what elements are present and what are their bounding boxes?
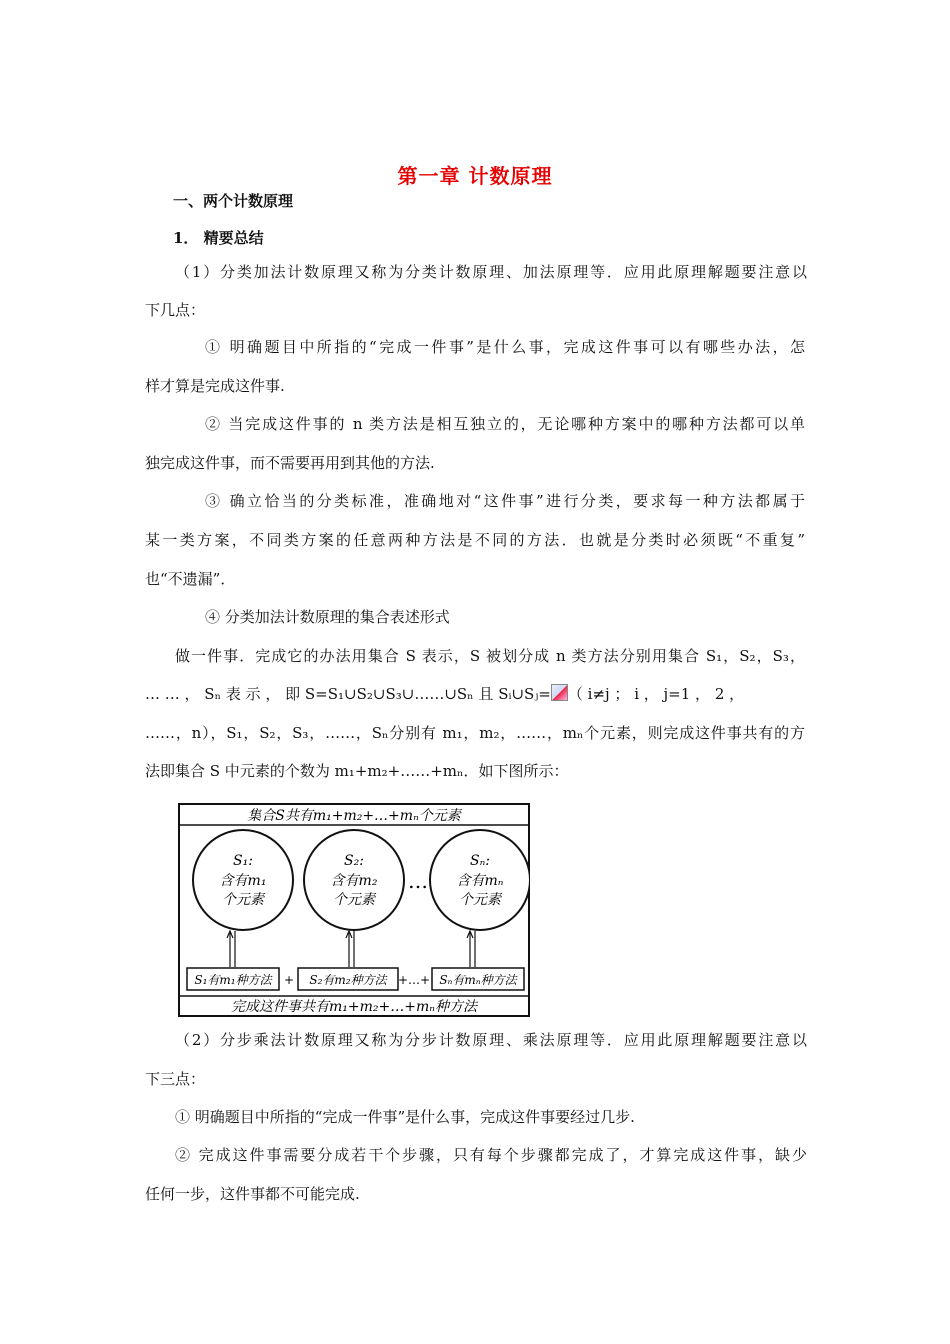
paragraph-line: 独完成这件事，而不需要再用到其他的方法. xyxy=(145,454,435,472)
paragraph-line: ① 明确题目中所指的“完成一件事”是什么事，完成这件事要经过几步. xyxy=(175,1108,635,1126)
set-diagram xyxy=(178,803,530,1017)
paragraph-line: ④ 分类加法计数原理的集合表述形式 xyxy=(205,608,450,626)
circle-n-name: Sₙ: xyxy=(470,853,490,869)
circle-1-line: 含有m₁ xyxy=(219,873,267,889)
plus-sign: + xyxy=(283,973,295,987)
paragraph-line: （1）分类加法计数原理又称为分类计数原理、加法原理等．应用此原理解题要注意以 xyxy=(175,263,807,281)
method-box-1-label: S₁有m₁种方法 xyxy=(194,973,272,987)
circle-1-name: S₁: xyxy=(233,853,253,869)
formula-text: … … ， Sₙ 表 示 ， 即 S=S₁∪S₂∪S₃∪……∪Sₙ 且 Sᵢ∪Sⱼ= xyxy=(145,685,551,703)
diagram-bottom-label: 完成这件事共有m₁+m₂+…+mₙ种方法 xyxy=(231,999,477,1015)
paragraph-line: 样才算是完成这件事. xyxy=(145,377,285,395)
paragraph-line: 也“不遗漏”． xyxy=(145,570,236,588)
circle-n-line: 含有mₙ xyxy=(456,873,504,889)
diagram-top-label: 集合S共有m₁+m₂+…+mₙ个元素 xyxy=(247,808,461,824)
circle-1-line: 个元素 xyxy=(222,892,264,908)
chapter-title: 第一章 计数原理 xyxy=(397,164,553,188)
method-box-2-label: S₂有m₂种方法 xyxy=(309,973,387,987)
formula-text: （ i≠j ； i ， j=1 ， 2 ， xyxy=(567,685,745,703)
paragraph-line: ③ 确立恰当的分类标准，准确地对“这件事”进行分类，要求每一种方法都属于 xyxy=(205,492,805,510)
plus-ellipsis: +…+ xyxy=(397,973,431,987)
paragraph-line: 做一件事．完成它的办法用集合 S 表示，S 被划分成 n 类方法分别用集合 S₁，S₂，S₃， xyxy=(175,647,805,665)
circle-2-line: 含有m₂ xyxy=(330,873,378,889)
paragraph-line: ② 当完成这件事的 n 类方法是相互独立的，无论哪种方案中的哪种方法都可以单 xyxy=(205,415,805,433)
paragraph-line: 某一类方案，不同类方案的任意两种方法是不同的方法．也就是分类时必须既“不重复” xyxy=(145,531,805,549)
paragraph-line: ② 完成这件事需要分成若干个步骤，只有每个步骤都完成了，才算完成这件事，缺少 xyxy=(175,1146,807,1164)
subsection-heading: 1． 精要总结 xyxy=(173,229,264,247)
paragraph-line: ① 明确题目中所指的“完成一件事”是什么事，完成这件事可以有哪些办法，怎 xyxy=(205,338,805,356)
method-box-n-label: Sₙ有mₙ种方法 xyxy=(439,973,517,987)
circle-2-name: S₂: xyxy=(344,853,364,869)
paragraph-line: ……，n），S₁，S₂，S₃，……，Sₙ分别有 m₁，m₂，……，mₙ个元素，则完成这件事共有的方 xyxy=(145,724,805,742)
paragraph-line: 法即集合 S 中元素的个数为 m₁+m₂+……+mₙ．如下图所示： xyxy=(145,762,569,780)
empty-set-image xyxy=(551,684,568,701)
circle-n-line: 个元素 xyxy=(459,892,501,908)
paragraph-line: 任何一步，这件事都不可能完成. xyxy=(145,1185,360,1203)
ellipsis: … xyxy=(408,869,428,893)
paragraph-line xyxy=(145,684,744,704)
paragraph-line: （2）分步乘法计数原理又称为分步计数原理、乘法原理等．应用此原理解题要注意以 xyxy=(175,1031,807,1049)
section-heading: 一、两个计数原理 xyxy=(173,192,294,210)
paragraph-line: 下几点： xyxy=(145,301,206,319)
circle-2-line: 个元素 xyxy=(333,892,375,908)
paragraph-line: 下三点： xyxy=(145,1070,206,1088)
